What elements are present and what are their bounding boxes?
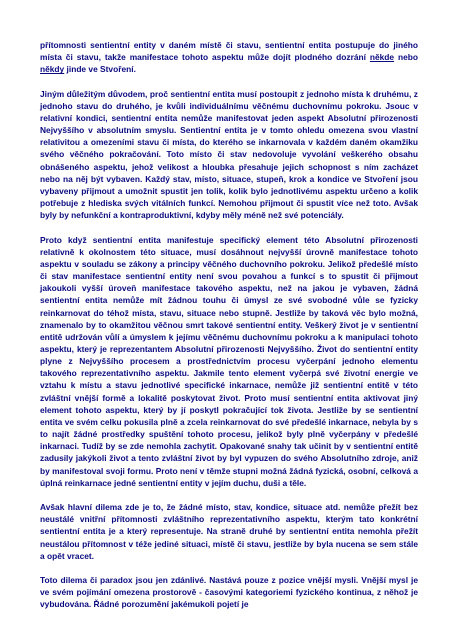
text-line: přítomnosti sentientní entity v daném místě či stavu, sentientní entita postupuje do xyxy=(40,40,390,50)
text-line: méně než své potenciály. xyxy=(243,210,344,221)
text-fragment: nebo xyxy=(394,52,419,63)
text-line: entitě udržován vůlí a úmyslem k jejímu věčnému duchovnímu pokroku a xyxy=(40,331,336,342)
text-line: přirozenosti relativně k okolnostem této situace, musí dosáhnout nejvyšší úrovně xyxy=(40,234,419,257)
text-line: spustit více než toto. Avšak byly by nefunkční a kontraproduktivní, kdyby měly xyxy=(40,198,419,221)
text-line: element tohoto aspektu, který by jí poskytl pokračující tok života. Jestliže by se xyxy=(40,404,375,415)
text-line: aspektu. Jakmile tento element vyčerpá své životní energie ve vztahu k místu a xyxy=(40,368,418,391)
text-line: Avšak hlavní dilema zde je to, že žádné místo, stav, kondice, situace atd. nemůže xyxy=(40,502,375,513)
text-line: duchovnímu pokroku. Jsouc v relativní kondici, sentientní entita nemůže xyxy=(40,100,418,123)
text-line: pokroku. Jelikož předešlé místo či stav manifestace sentientní entity není svou xyxy=(40,258,419,282)
paragraph-2 xyxy=(40,88,418,222)
text-line: určeno a kolik potřebuje z hlediska svých vitálních funkcí. Nemohou přijmout či xyxy=(40,185,418,209)
text-line: byly plně vyčerpány v předešlé inkarnaci. Tudíž by se zde nemohla zachytit. xyxy=(40,429,419,452)
text-line: dozrání xyxy=(336,52,370,63)
text-line: svoji formu. Proto není v těmže stupni možná žádná fyzická, osobní, celková a úplná xyxy=(40,465,418,488)
text-line: Opakované snahy tak učinit by v sentientní entitě zadusily jakýkoli život a tento xyxy=(40,441,418,464)
underlined-word: někdy xyxy=(40,64,65,75)
text-line: manifestovat jeden aspekt Absolutní přirozenosti Nejvyššího v absolutním smyslu. xyxy=(40,112,418,136)
text-line: Sentientní entita je v tomto ohledu omezena svou vlastní relativitou a omezeními xyxy=(40,125,419,148)
text-line: přežít bez neustálé vnitřní přítomnosti zvláštního reprezentativního aspektu, kterým xyxy=(40,502,418,525)
text-line: stavu či místa, do kterého se inkarnovala v každém daném okamžiku svého věčného xyxy=(40,137,419,160)
text-line: Proto když sentientní entita manifestuje specifický element této Absolutní xyxy=(40,234,364,245)
text-line: reinkarnace jedné sentientní entity v jejím duchu, duši a těle. xyxy=(64,477,307,488)
text-line: sentientní entita ve svém celku pokusila plně a zcela reinkarnovat do své předešlé xyxy=(40,404,419,427)
text-line: místa, stavu, situace nebo stupně. Jestliže by taková věc bylo možná, znamenalo by xyxy=(40,307,419,330)
text-line: jestliže by byla nucena se sem stále a opět vracet. xyxy=(40,538,418,561)
text-line: jiného místa či stavu, takže manifestace tohoto aspektu může dojít plodného xyxy=(40,40,418,63)
underlined-word: někde xyxy=(369,52,395,63)
text-line: na něj být vybaven. Každý stav, místo, situace, stupeň, krok a kondice ve Stvoření xyxy=(63,173,398,184)
text-fragment: jinde ve Stvoření. xyxy=(64,64,136,75)
text-line: Toto dilema či paradox jsou jen zdánlivé. Nastává pouze z pozice vnější mysli. xyxy=(40,575,359,585)
text-line: vnější formě a lokalitě poskytovat život. Proto musí sentientní entita aktivovat jiný xyxy=(74,392,419,403)
paragraph-3 xyxy=(40,234,418,489)
text-line: entita nemohla přežít neustálou přítomnost v téže jediné situaci, místě či stavu, xyxy=(40,526,419,549)
text-line: inkarnace, nebyla by s to najít žádné prostředky spuštění tohoto procesu, jelikož xyxy=(40,416,418,440)
text-line: manifestace tohoto aspektu v souladu se zákony a principy věčného duchovního xyxy=(40,246,418,269)
text-line: fyzického kontinua, z něhož je vybudována. Řádné porozumění jakémukoli pojetí je xyxy=(40,587,419,610)
text-line: povahou a funkcí s to spustit či přijmout jakoukoli vyšší úroveň manifestace xyxy=(40,271,419,294)
text-line: tato konkrétní sentientní entita je a který representuje. Na straně druhé by sentientní xyxy=(40,514,418,537)
paragraph-4 xyxy=(40,501,418,562)
text-line: jsou vybaveny přijmout a umožnit spustit jen tolik, kolik bylo jednotlivému aspektu xyxy=(40,173,419,196)
text-line: stavu jednotlivé specifické inkarnace, nemůže již sentientní entitě v této zvláštní xyxy=(40,380,419,403)
text-line: aspektu, jehož velikost a hloubka přesahuje jejich schopnost s ním zacházet nebo xyxy=(40,161,418,184)
text-line: žádnou touhu či úmysl ze své svobodné vůle se fyzicky reinkarnovat do téhož xyxy=(40,295,419,318)
text-line: to okamžitou věčnou smrt takové sentientní entity. Veškerý život je v sentientní xyxy=(98,319,419,330)
text-line: Vnější mysl je ve svém pojímání omezena prostorově - časovými kategoriemi xyxy=(40,575,418,598)
paragraph-5 xyxy=(40,574,418,610)
text-line: takového aspektu, než na jakou je vybaven, žádná sentientní entita nemůže mít xyxy=(40,283,419,306)
text-line: pokračování. Toto místo či stav nedovoluje vyvolání veškerého obsahu obnášeného xyxy=(40,149,418,172)
text-line: k manipulaci tohoto aspektu, který je reprezentantem Absolutní přirozenosti xyxy=(40,331,418,354)
text-line: prostřednictvím procesu vyčerpání jednoho elementu takového reprezentativního xyxy=(40,356,418,379)
paragraph-1 xyxy=(40,39,418,75)
text-line: Jiným důležitým důvodem, proč sentientní entita musí postoupit z jednoho místa xyxy=(40,88,364,99)
text-line: zvláštní život by byl vypuzen do svého Absolutního zdroje, aniž by manifestoval xyxy=(40,453,418,476)
text-line: k druhému, z jednoho stavu do druhého, je kvůli individuálnímu věčnému xyxy=(40,88,418,111)
text-line: Nejvyššího. Život do sentientní entity plyne z Nejvyššího procesem a xyxy=(40,343,419,367)
